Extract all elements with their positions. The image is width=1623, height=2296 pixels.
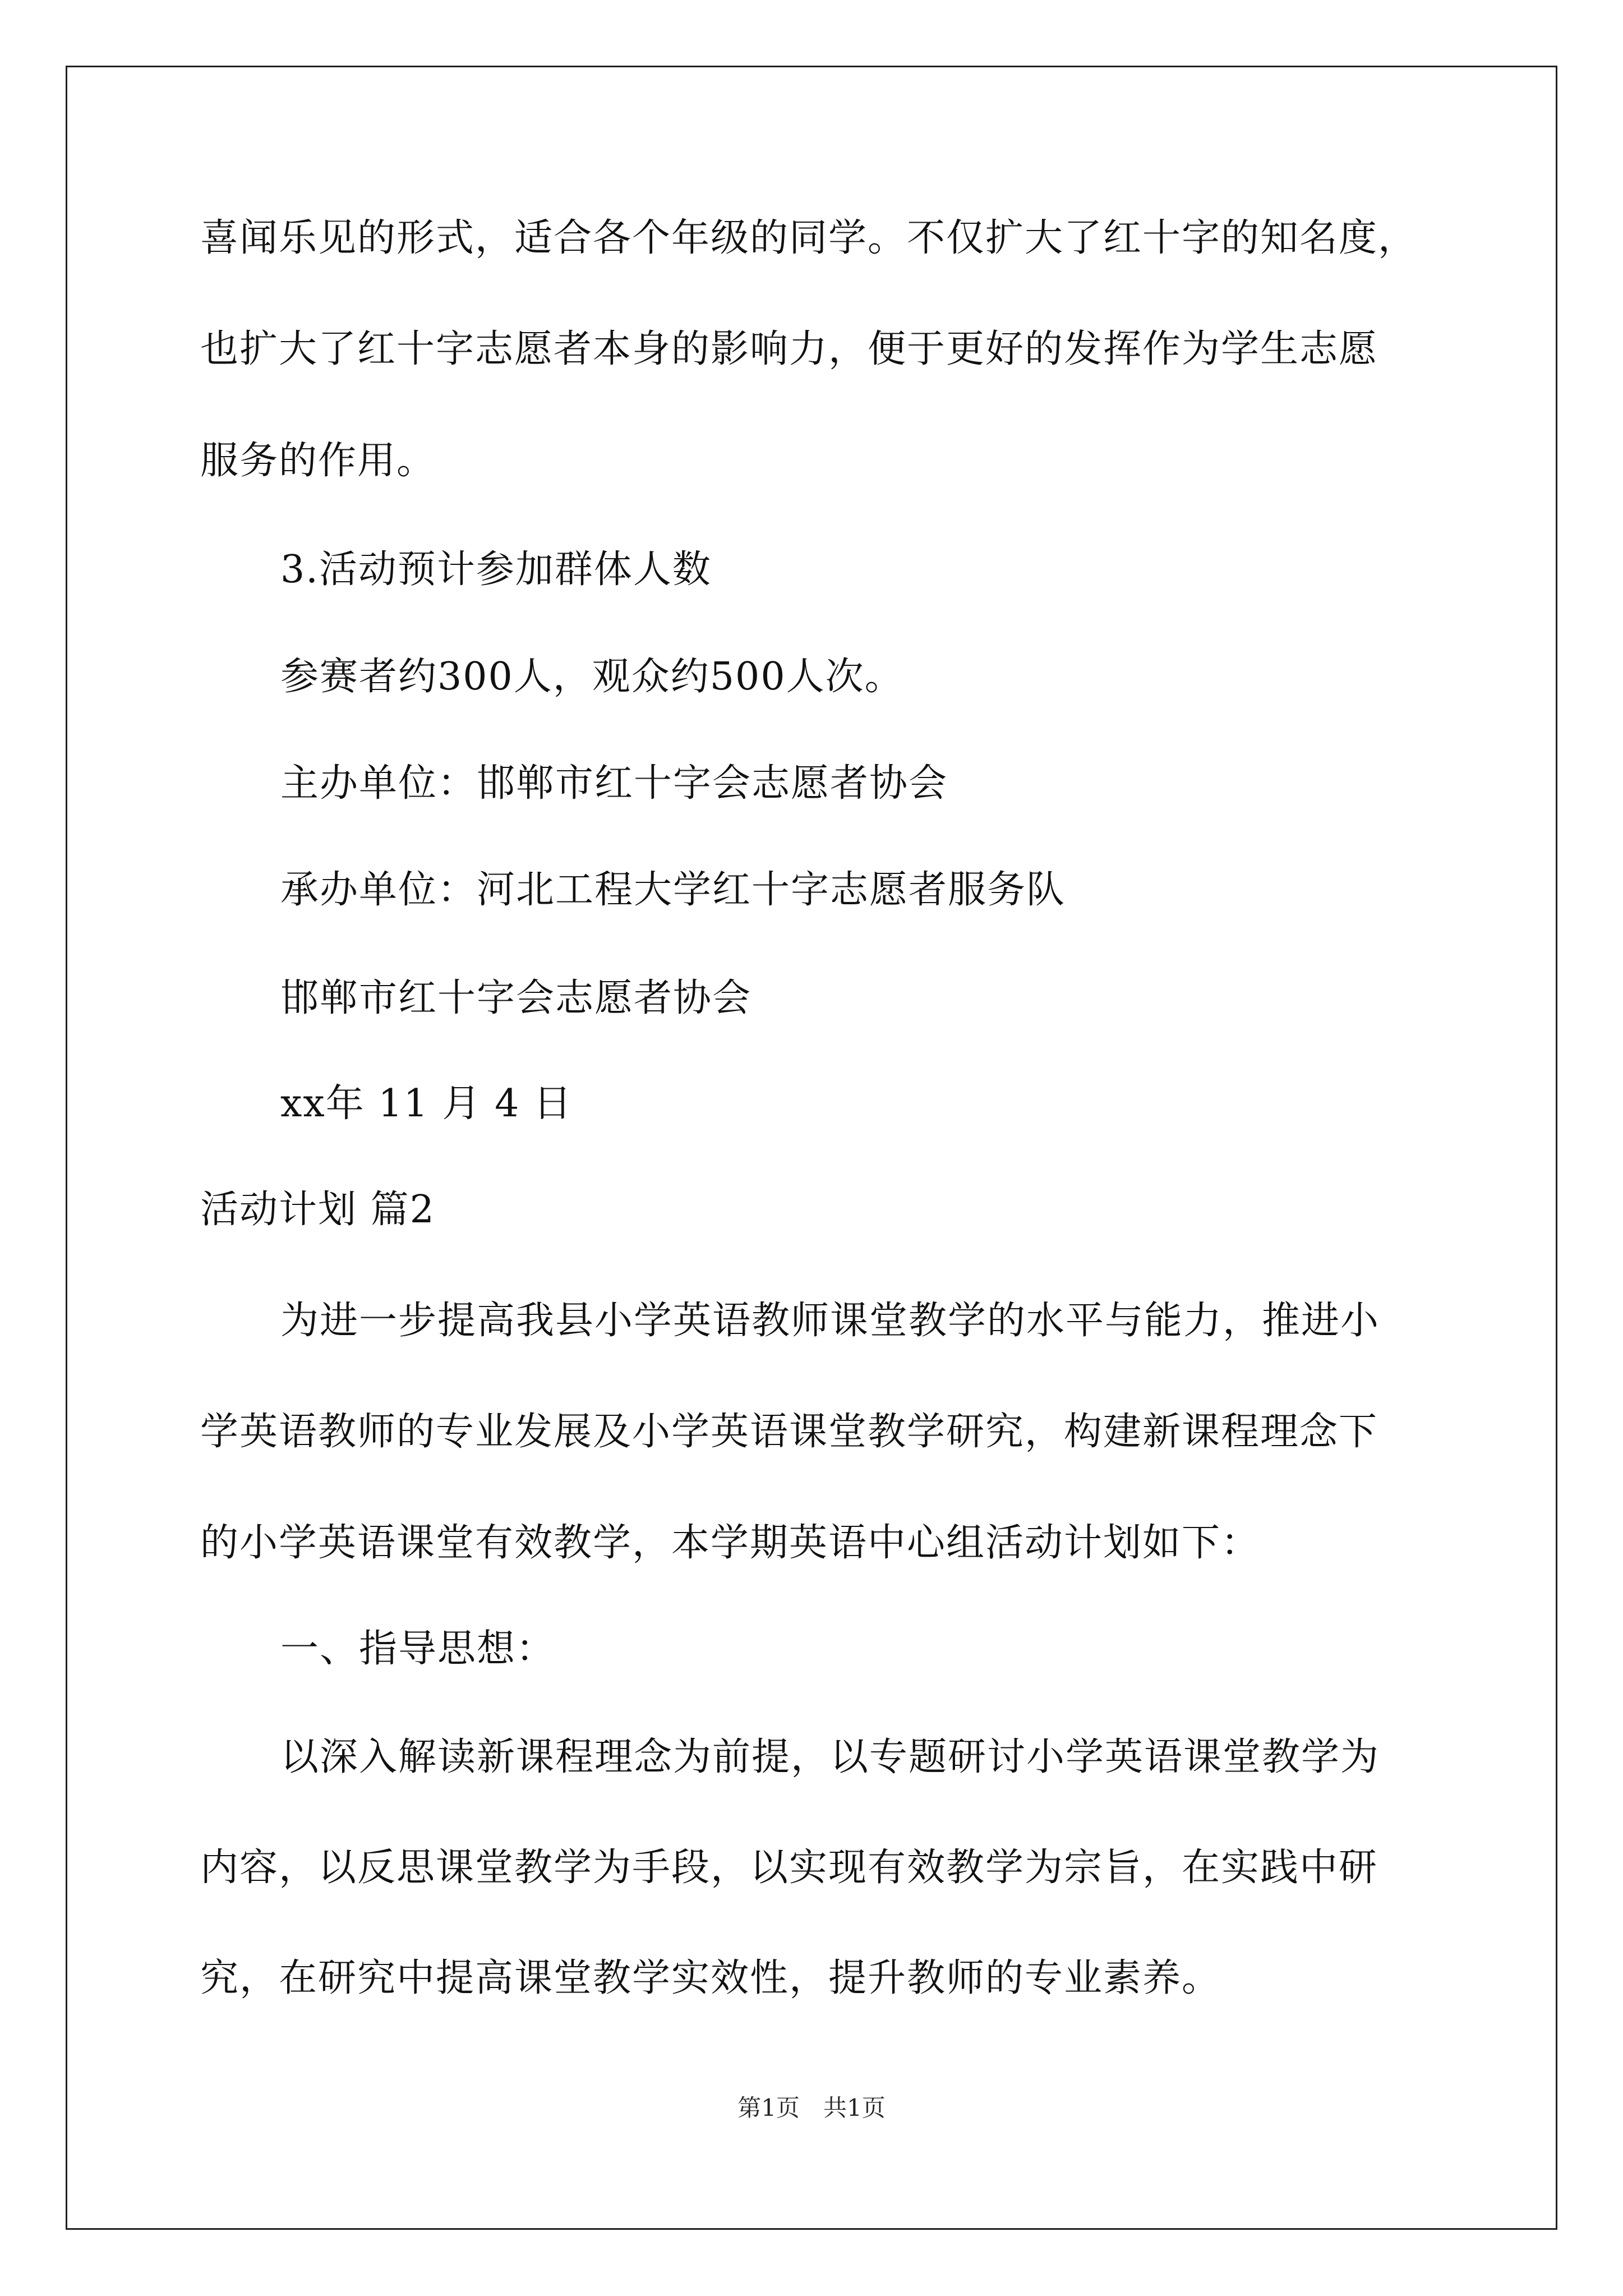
section-heading: 3.活动预计参加群体人数 [280, 547, 712, 592]
paragraph-line: 参赛者约300人，观众约500人次。 [280, 655, 904, 699]
paragraph-line: 究，在研究中提高课堂教学实效性，提升教师的专业素养。 [200, 1956, 1221, 2000]
signature-org: 邯郸市红十字会志愿者协会 [280, 976, 752, 1020]
undertaker-line: 承办单位：河北工程大学红十字志愿者服务队 [280, 868, 1066, 912]
paragraph-line: 服务的作用。 [200, 439, 436, 483]
organizer-line: 主办单位：邯郸市红十字会志愿者协会 [280, 761, 948, 806]
paragraph-line: 也扩大了红十字志愿者本身的影响力，便于更好的发挥作为学生志愿 [200, 327, 1378, 371]
paragraph-line: 内容，以反思课堂教学为手段，以实现有效教学为宗旨，在实践中研 [200, 1846, 1378, 1890]
signature-date: xx年 11 月 4 日 [280, 1082, 573, 1126]
paragraph-line: 为进一步提高我县小学英语教师课堂教学的水平与能力，推进小 [280, 1299, 1380, 1343]
page-border [66, 66, 1557, 2230]
paragraph-line: 以深入解读新课程理念为前提，以专题研讨小学英语课堂教学为 [280, 1735, 1380, 1779]
paragraph-line: 的小学英语课堂有效教学，本学期英语中心组活动计划如下： [200, 1521, 1261, 1565]
paragraph-line: 学英语教师的专业发展及小学英语课堂教学研究，构建新课程理念下 [200, 1410, 1378, 1454]
paragraph-line: 喜闻乐见的形式，适合各个年级的同学。不仅扩大了红十字的知名度， [200, 216, 1418, 260]
page-footer: 第1页 共1页 [737, 2094, 886, 2122]
section-heading: 一、指导思想： [280, 1627, 556, 1671]
plan-title: 活动计划 篇2 [200, 1188, 435, 1232]
